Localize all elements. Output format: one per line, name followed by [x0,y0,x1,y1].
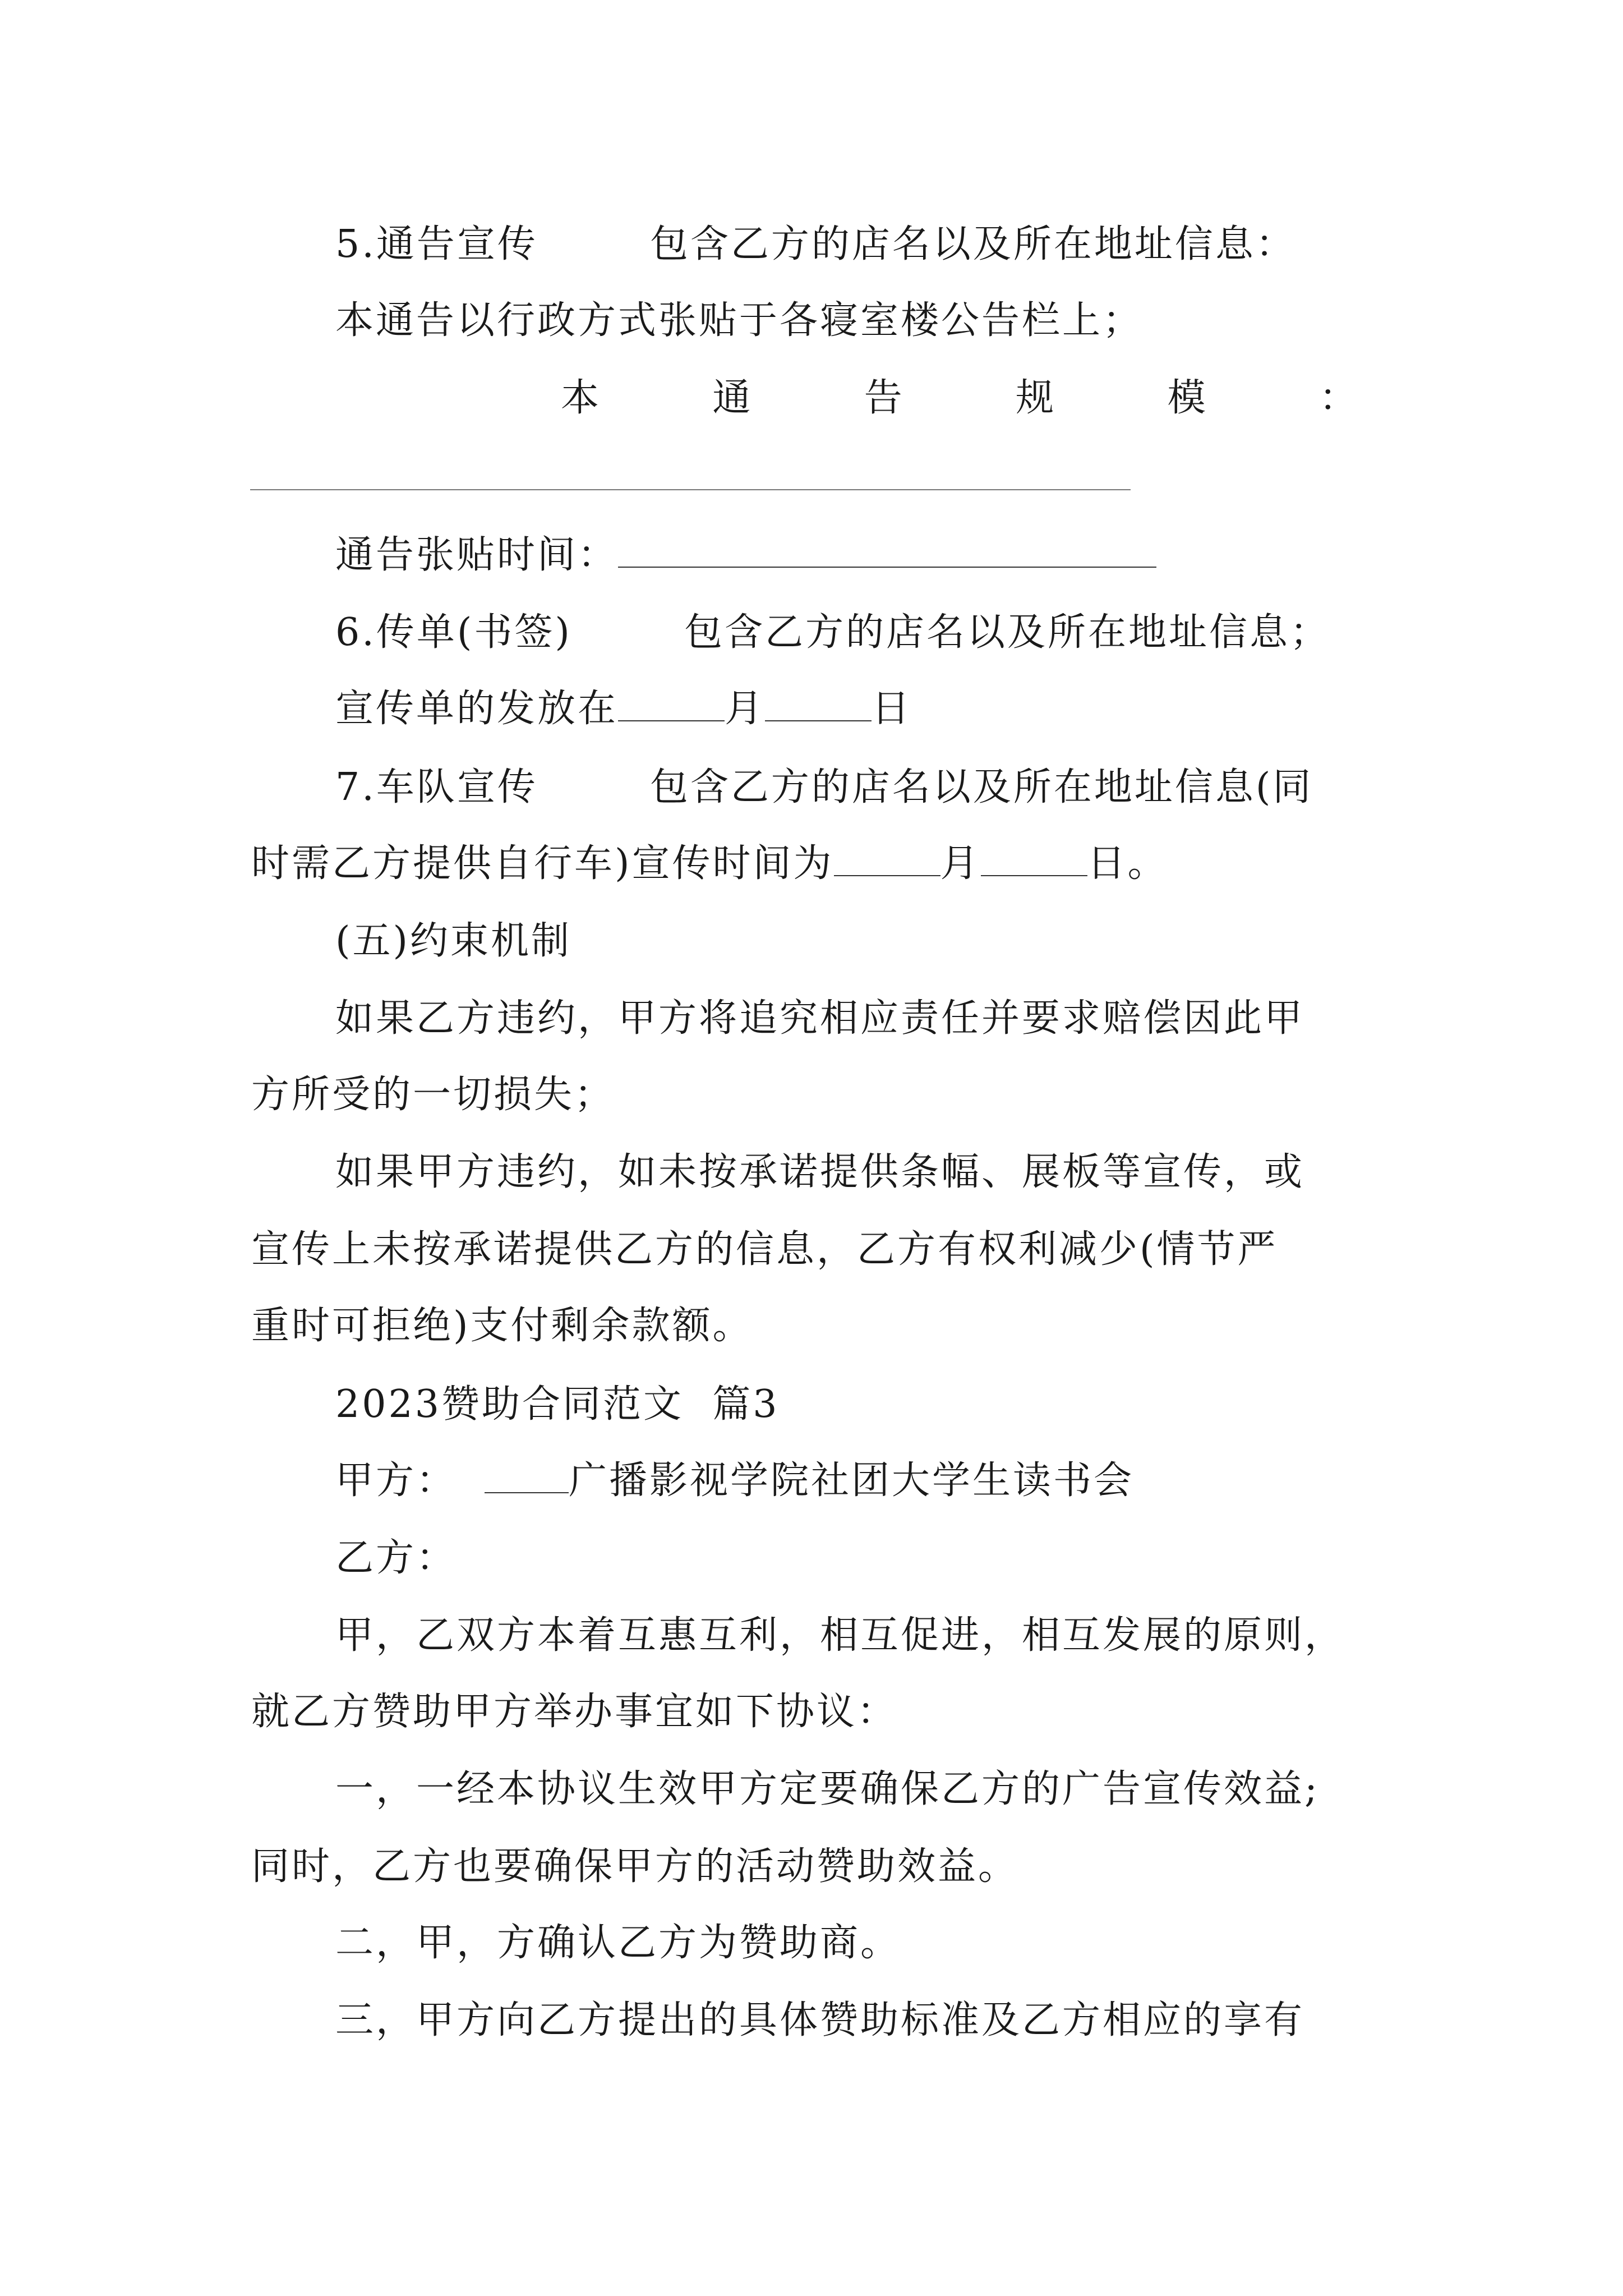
notice-scale-blank [250,489,1131,490]
scale-char: 告 [864,376,902,420]
party-a-breach-2: 宣传上未按承诺提供乙方的信息，乙方有权利减少(情节严 [251,1227,1278,1272]
party-a-label: 甲方： [335,1458,457,1503]
notice-scale-line [561,370,1357,426]
scale-char: 本 [561,376,600,420]
clause1-2: 同时，乙方也要确保甲方的活动赞助效益。 [251,1844,1019,1889]
item7-cont-a: 时需乙方提供自行车)宣传时间为 [251,841,834,886]
notice-method: 本通告以行政方式张贴于各寝室楼公告栏上； [335,298,1144,343]
section-heading-3: 2023赞助合同范文 篇3 [335,1382,780,1427]
flyer-line [335,681,1479,737]
item6-line [335,605,1479,661]
party-a-breach-1: 如果甲方违约，如未按承诺提供条幅、展板等宣传，或 [335,1150,1305,1194]
party-a-blank [485,1458,569,1493]
item5-line [335,217,1479,273]
item7-desc: 包含乙方的店名以及所在地址信息(同 [649,765,1313,809]
item7-month: 月 [940,841,981,886]
post-time-label: 通告张贴时间： [335,533,619,577]
party-b-breach-2: 方所受的一切损失； [251,1073,615,1117]
item7-cont-b: 日。 [1087,841,1168,886]
clause3: 三，甲方向乙方提出的具体赞助标准及乙方相应的享有 [335,1998,1305,2042]
scale-char: 规 [1016,376,1054,420]
item6-title: 6.传单(书签) [335,610,572,655]
preamble-2: 就乙方赞助甲方举办事宜如下协议： [251,1690,898,1734]
item5-title: 5.通告宣传 [335,222,538,266]
item7-month-blank [834,841,940,876]
item7-title: 7.车队宣传 [335,765,538,809]
scale-char: 模 [1167,376,1206,420]
flyer-month-blank [618,687,725,721]
item7-cont-line [251,836,1479,892]
flyer-day-blank [765,687,872,721]
party-a-name: 广播影视学院社团大学生读书会 [569,1458,1135,1503]
flyer-prefix: 宣传单的发放在 [335,687,619,731]
party-a-breach-3: 重时可拒绝)支付剩余款额。 [251,1304,753,1348]
clause1-1: 一，一经本协议生效甲方定要确保乙方的广告宣传效益; [335,1767,1320,1811]
item6-desc: 包含乙方的店名以及所在地址信息； [684,610,1330,655]
scale-char: ： [1318,376,1357,420]
post-time-blank [618,533,1156,568]
post-time-line [335,527,1479,583]
item7-line [335,760,1479,816]
section5-heading: (五)约束机制 [335,919,572,963]
party-b-breach-1: 如果乙方违约，甲方将追究相应责任并要求赔偿因此甲 [335,996,1305,1041]
item7-day-blank [981,841,1087,876]
clause2: 二，甲，方确认乙方为赞助商。 [335,1921,901,1965]
party-b-label: 乙方： [335,1536,457,1580]
flyer-day: 日 [872,687,912,731]
item5-desc: 包含乙方的店名以及所在地址信息： [649,222,1296,266]
party-a-line [335,1453,1479,1509]
preamble-1: 甲，乙双方本着互惠互利，相互促进，相互发展的原则， [335,1613,1345,1658]
flyer-month: 月 [725,687,766,731]
scale-char: 通 [712,376,751,420]
